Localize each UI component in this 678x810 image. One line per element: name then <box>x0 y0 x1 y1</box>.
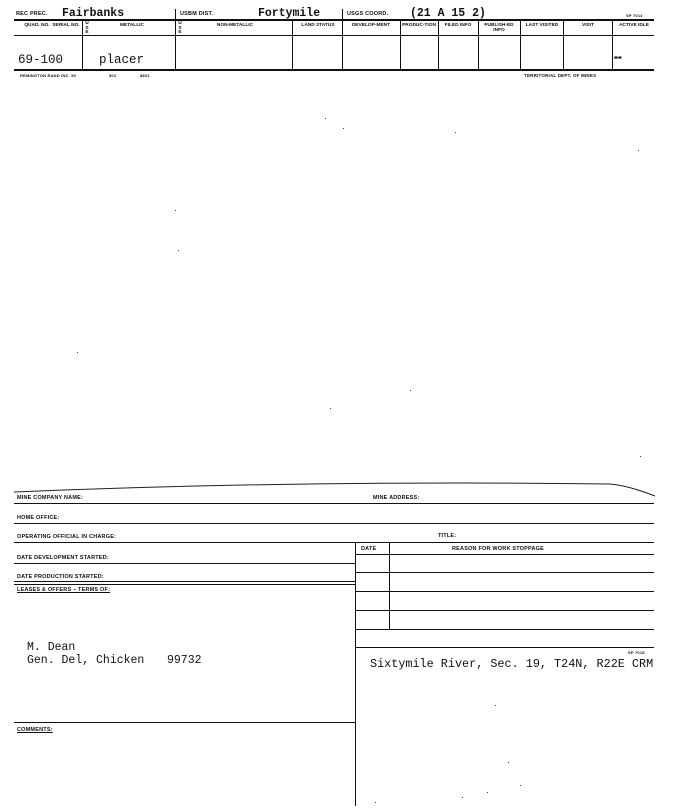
reason-column-header: REASON FOR WORK STOPPAGE <box>452 546 544 552</box>
published-info-header: PUBLISH-ED INFO <box>484 23 514 34</box>
use-header-1: U S E <box>85 21 89 35</box>
hook-mark-icon: ╍ <box>614 51 622 66</box>
date-production-started-label: DATE PRODUCTION STARTED: <box>17 574 104 580</box>
quad-no-header: QUAD. NO. <box>24 23 50 28</box>
active-idle-header: ACTIVE IDLE <box>619 23 649 28</box>
land-status-header: LAND STATUS <box>301 23 335 28</box>
metallic-value: placer <box>99 53 145 67</box>
serial-no-header: SERIAL NO. <box>52 23 80 28</box>
metallic-header: METALLIC <box>120 23 144 28</box>
comments-label: COMMENTS: <box>17 727 53 733</box>
usbm-dist-value: Fortymile <box>258 7 321 20</box>
home-office-label: HOME OFFICE: <box>17 515 60 521</box>
visit-header: VISIT <box>582 23 594 28</box>
rec-prec-label: REC PREC. <box>16 11 48 17</box>
location-value: Sixtymile River, Sec. 19, T24N, R22E CRM <box>370 657 654 671</box>
usgs-coord-value: (21 A 15 2) <box>410 7 486 20</box>
non-metallic-header: NON-METALLIC <box>216 23 254 28</box>
filed-info-header: FILED INFO <box>444 23 472 28</box>
printer-code-1: 502 <box>109 73 117 78</box>
department-label: TERRITORIAL DEPT. OF MINES <box>524 73 597 78</box>
last-visited-header: LAST VISITED <box>525 23 559 28</box>
date-column-header: DATE <box>361 546 377 552</box>
form-number: SP 7014 <box>626 13 643 18</box>
owner-address: Gen. Del, Chicken <box>27 654 145 667</box>
usgs-coord-label: USGS COORD. <box>347 11 389 17</box>
production-header: PRODUC-TION <box>402 23 436 28</box>
printer-code-2: 8801 <box>140 73 150 78</box>
use-header-2: U S E <box>178 21 182 35</box>
title-label: TITLE: <box>438 533 457 539</box>
usbm-dist-label: USBM DIST. <box>180 11 214 17</box>
leases-offers-label: LEASES & OFFERS – TERMS OF: <box>17 587 111 593</box>
development-header: DEVELOP-MENT <box>351 23 391 28</box>
quad-serial-value: 69-100 <box>18 53 64 67</box>
form-number-2: SP 7015 <box>628 650 645 655</box>
card-edge <box>0 478 678 500</box>
owner-name: M. Dean <box>27 641 76 654</box>
date-development-started-label: DATE DEVELOPMENT STARTED: <box>17 555 109 561</box>
printer-label: REMINGTON RAND INC. 50 <box>20 73 77 78</box>
rec-prec-value: Fairbanks <box>62 7 125 20</box>
operating-official-label: OPERATING OFFICIAL IN CHARGE: <box>17 534 117 540</box>
mine-company-name-label: MINE COMPANY NAME: <box>17 495 84 501</box>
mine-address-label: MINE ADDRESS: <box>373 495 420 501</box>
owner-zip: 99732 <box>167 654 202 667</box>
